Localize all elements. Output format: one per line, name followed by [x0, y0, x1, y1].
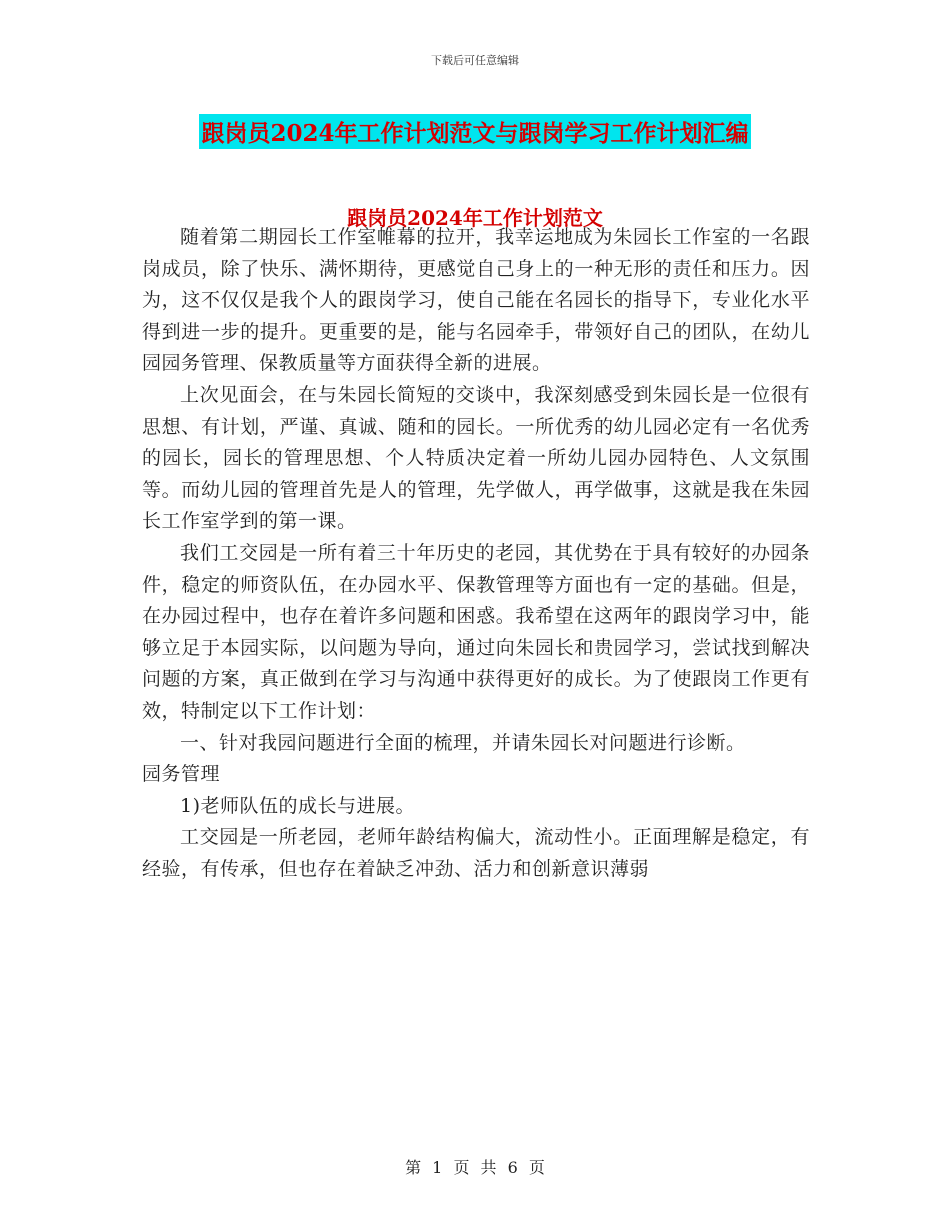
page-footer: 第 1 页 共 6 页 [405, 1158, 545, 1177]
paragraph: 1)老师队伍的成长与进展。 [180, 794, 416, 817]
document-body [142, 222, 810, 885]
paragraph: 我们工交园是一所有着三十年历史的老园，其优势在于具有较好的办园条件，稳定的师资队伍，在办园水平、保教管理等方面也有一定的基础。但是，在办园过程中，也存在着许多问题和困惑。我希望在这两年的跟岗学习中，能够立足于本园实际，以问题为导向，通过向朱园长和贵园学习，尝试找到解决问题的方案，真正做到在学习与沟通中获得更好的成长。为了使跟岗工作更有效，特制定以下工作计划： [142, 541, 810, 722]
document-title: 跟岗员2024年工作计划范文与跟岗学习工作计划汇编 [199, 114, 750, 149]
paragraph: 园务管理 [142, 763, 221, 786]
document-title-wrap [0, 114, 950, 149]
section-title: 跟岗员2024年工作计划范文 [347, 206, 603, 230]
header-note: 下载后可任意编辑 [431, 54, 519, 67]
paragraph: 随着第二期园长工作室帷幕的拉开，我幸运地成为朱园长工作室的一名跟岗成员，除了快乐、满怀期待，更感觉自己身上的一种无形的责任和压力。因为，这不仅仅是我个人的跟岗学习，使自己能在名园长的指导下，专业化水平得到进一步的提升。更重要的是，能与名园牵手，带领好自己的团队，在幼儿园园务管理、保教质量等方面获得全新的进展。 [142, 226, 810, 375]
paragraph: 工交园是一所老园，老师年龄结构偏大，流动性小。正面理解是稳定，有经验，有传承，但也存在着缺乏冲劲、活力和创新意识薄弱 [142, 826, 810, 880]
paragraph: 上次见面会，在与朱园长简短的交谈中，我深刻感受到朱园长是一位很有思想、有计划，严谨、真诚、随和的园长。一所优秀的幼儿园必定有一名优秀的园长，园长的管理思想、个人特质决定着一所幼儿园办园特色、人文氛围等。而幼儿园的管理首先是人的管理，先学做人，再学做事，这就是我在朱园长工作室学到的第一课。 [142, 383, 810, 533]
paragraph: 一、针对我园问题进行全面的梳理，并请朱园长对问题进行诊断。 [180, 731, 746, 754]
